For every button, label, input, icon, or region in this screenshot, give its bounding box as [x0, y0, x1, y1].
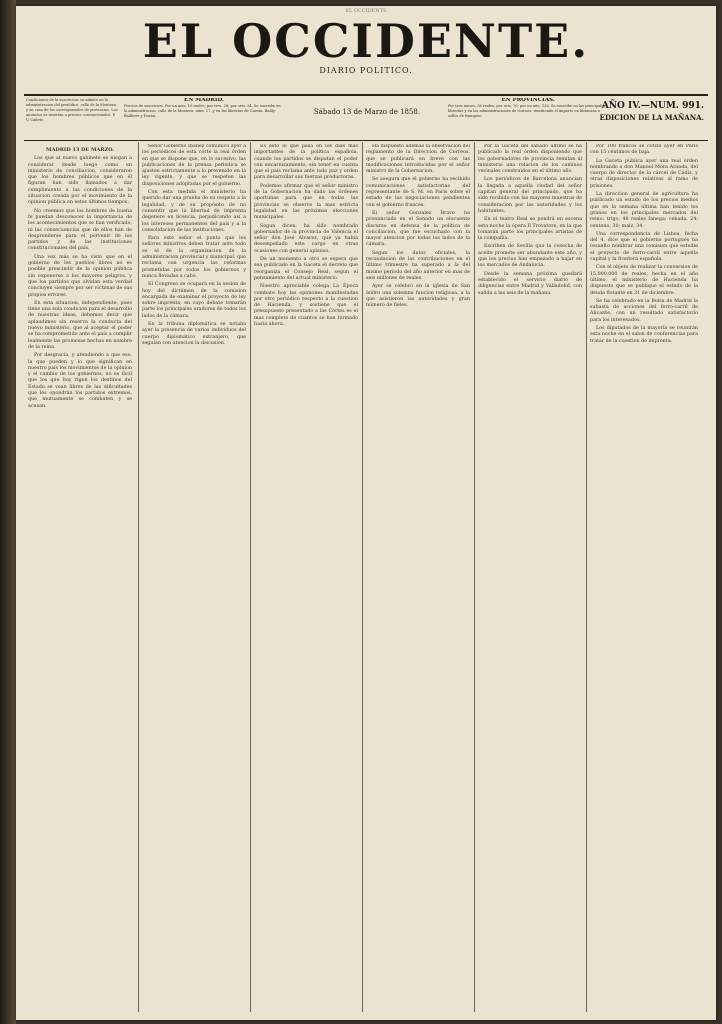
article-column-2 [142, 144, 246, 1012]
article-column-4 [366, 144, 470, 1012]
subscription-note-text: Condiciones de la suscricion: se admite en la administracion del periódico, calle de la Montera, y en casa de los corresponsales de provincias. Los anuncios se insertan a precios convencionales. P. V. Cañete. [26, 98, 118, 122]
article-paragraph: De un momento a otro se espera que sea publicado en la Gaceta el decreto que reorganiza el Consejo Real, segun el pensamiento del actual ministerio. [254, 257, 358, 281]
article-paragraph: Para este señor el punto que los señores ministros deben tratar ante todo es el de la organizacion de la administracion provincial y municipal, que reclama con urgencia las reformas prometidas por todos los gobiernos y nunca llevadas a cabo. [142, 236, 246, 279]
article-paragraph: Por la Gaceta del sábado último se ha publicado la real órden disponiendo que los gobernadores de provincia remitan al ministerio una relacion de los caminos vecinales construidos en el último año. [478, 144, 582, 175]
article-column-3 [254, 144, 358, 1012]
article-paragraph: Escriben de Sevilla que la cosecha de aceite promete ser abundante este año, y que los precios han empezado a bajar en los mercados de Andalucía. [478, 244, 582, 269]
article-paragraph: Nuestro apreciable colega La Época combate hoy las opiniones manifestadas por otro periódico respecto a la cuestion de Hacienda, y sostiene que el presupuesto presentado a las Córtes es el mas completo de cuantos se han formado hasta ahora. [254, 284, 358, 328]
article-paragraph: Se ha celebrado en la Bolsa de Madrid la subasta de acciones del ferro-carril de Alicante, con un resultado satisfactorio para los interesados. [590, 298, 698, 323]
article-paragraph: Desde la semana próxima quedará establecido el servicio diario de diligencias entre Madrid y Valladolid, con salida a las seis de la mañana. [478, 271, 582, 296]
provincias-heading: EN PROVINCIAS. [501, 98, 555, 103]
section-heading: MADRID 13 DE MARZO. [46, 147, 114, 153]
article-column-1 [28, 144, 132, 1012]
newspaper-subtitle: DIARIO POLITICO. [319, 66, 413, 75]
article-paragraph: Segun dicen, ha sido nombrado gobernador de la provincia de Valencia el señor don José Alvarez, que ya habia desempeñado este cargo en otras ocasiones con general aplauso. [254, 223, 358, 254]
madrid-heading: EN MADRID. [184, 98, 224, 103]
article-paragraph: El Congreso se ocupará en la sesion de hoy del dictámen de la comision encargada de examinar el proyecto de ley sobre imprenta, en cuyo debate tomarán parte los principales oradores de todos los lados de la cámara. [142, 282, 246, 319]
article-paragraph: En el teatro Real se pondrá en escena esta noche la ópera Il Trovatore, en la que tomarán parte los principales artistas de la compañía. [478, 217, 582, 242]
article-paragraph: Por 100 francos se cotizó ayer en Paris con 15 céntimos de baja. [590, 144, 698, 156]
top-mark: EL OCCIDENTE [345, 8, 387, 14]
article-paragraph: Con el objeto de realizar la conversion de 15,000,000 de reales, hecha en el año último, el ministerio de Hacienda ha dispuesto que se publique el estado de la deuda flotante en 31 de diciembre. [590, 265, 698, 296]
column-rule [474, 142, 475, 1012]
article-paragraph: Con esta medida el ministerio ha querido dar una prueba de su respeto a la legalidad, y de su propósito de no consentir que la libertad de imprenta degenere en licencia, perjudicando así a los intereses permanentes del país y a la consolidacion de las instituciones. [142, 190, 246, 233]
article-column-6 [590, 144, 698, 1012]
newspaper-title: EL OCCIDENTE. [142, 14, 590, 68]
provincias-block [448, 98, 608, 138]
article-paragraph: Señor Gobierno Ibañez comunicó ayer a los periódicos de esta córte la real órden en que se dispone que, en lo sucesivo, las publicaciones de la prensa periódica se ajusten estrictamente a lo prevenido en la ley vigente, y que se respeten las disposiciones adoptadas por el gobierno. [142, 144, 246, 187]
article-paragraph: Los periódicos de Barcelona anuncian la llegada a aquella ciudad del señor capitan general del principado, que ha sido recibido con las mayores muestras de consideracion por las autoridades y los habitantes. [478, 177, 582, 214]
article-paragraph: No creemos que los hombres de buena fe puedan desconocer la importancia de los acontecimientos que se han verificado, ni las consecuencias que de ellos han de desprenderse para el porvenir de los partidos y de las instituciones constitucionales del país. [28, 208, 132, 252]
masthead-area [16, 6, 716, 94]
column-rule [586, 142, 587, 1012]
issue-edition: EDICION DE LA MAÑANA. [599, 113, 704, 122]
article-paragraph: Segun los datos oficiales, la recaudacion de las contribuciones en el último trimestre ha superado a la del mismo periodo del año anterior en mas de seis millones de reales. [366, 250, 470, 281]
column-rule [250, 142, 251, 1012]
binding-edge [0, 0, 16, 1024]
info-band [24, 94, 708, 141]
article-paragraph: Se asegura que el gobierno ha recibido comunicaciones satisfactorias del representante de S. M. en Paris sobre el estado de las negociaciones pendientes con el gobierno francés. [366, 177, 470, 208]
madrid-text: Precios de suscricion. Por un mes, 10 reales; por tres, 28; por seis, 54. Se suscribe en la administracion, calle de la Montera, núm. 17, y en las librerías de Cuesta, Bailly-Bailliere y Durán. [124, 104, 281, 118]
issue-number: AÑO IV.—NUM. 991. [601, 101, 704, 111]
article-paragraph: Podemos afirmar que el señor ministro de la Gobernacion ha dado las órdenes oportunas para que en todas las provincias se observe la mas estricta legalidad en las próximas elecciones municipales. [254, 183, 358, 221]
article-paragraph: Los diputados de la mayoría se reunirán esta noche en el salon de conferencias para tratar de la cuestion de imprenta. [590, 326, 698, 344]
article-paragraph: El señor Gonzalez Bravo ha pronunciado en el Senado un elocuente discurso en defensa de la política de conciliacion, que fue escuchado con la mayor atencion por todos los lados de la cámara. [366, 210, 470, 248]
subscription-note [26, 98, 118, 138]
provincias-text: Por tres meses, 36 reales; por seis, 70; por un año, 136. Se suscribe en las principales librerías y en las administraciones de correos, remitiendo el importe en libranzas o sellos de franqueo. [448, 104, 606, 118]
article-paragraph: En la tribuna diplomática se notaba ayer la presencia de varios individuos del cuerpo diplomático extranjero, que seguían con atencion la discusion. [142, 322, 246, 346]
madrid-block [124, 98, 284, 138]
article-paragraph: Una correspondencia de Lisboa, fecha del 4, dice que el gobierno portugués ha resuelto nombrar una comision que estudie el proyecto de ferro-carril entre aquella capital y la frontera española. [590, 231, 698, 263]
column-rule [362, 142, 363, 1012]
article-paragraph: Es esto lo que pasa en los dias mas importantes de la política española, cuando los partidos se disputan el poder con encarnizamiento, sin tener en cuenta que el país reclama ante todo paz y orden para desarrollar sus fuerzas productoras. [254, 144, 358, 181]
issue-date: Sábado 13 de Marzo de 1858. [313, 108, 421, 116]
column-rule [138, 142, 139, 1012]
article-paragraph: La Gaceta publica ayer una real órden nombrando a don Manuel Mora Aranda, del cuerpo de director de la cárcel de Cádiz, y otras disposiciones relativas al ramo de prisiones. [590, 158, 698, 189]
article-paragraph: Una vez más se ha visto que en el gobierno de los pueblos libres no es posible prescindir de la opinion pública sin exponerse a los mayores peligros, y que los partidos que olvidan esta verdad concluyen siempre por ser víctimas de sus propios errores. [28, 254, 132, 298]
article-paragraph: Por desgracia, y atendiendo a que eso, la que pueden y lo que significan en nuestro país los movimientos de la opinion y el cambio de los gobiernos, no es fácil que los que hoy rigen los destinos del Estado se vean libres de las dificultades que les opondrán los partidos extremos, que mutuamente se combaten y se acusan. [28, 353, 132, 409]
newspaper-page [16, 6, 716, 1020]
article-paragraph: Los que al nuevo gabinete se niegan a considerar desde luego como un ministerio de conciliacion, consideraron que los hombres públicos que en él figuran han sido llamados a dar cumplimiento a las condiciones de la situacion creada por el movimiento de la opinion pública en estos últimos tiempos. [28, 156, 132, 206]
article-paragraph: Ha dispuesto ademas la observacion del reglamento de la Direccion de Correos, que se publicará en breve con las modificaciones introducidas por el señor ministro de la Gobernacion. [366, 144, 470, 175]
article-paragraph: En esta situacion, independiente, pues tiene una sola condicion para el desarrollo de nuestras ideas, debemos decir que aplaudimos sin reserva la conducta del nuevo ministerio, que al aceptar el poder se ha comprometido ante el país a cumplir lealmente las promesas hechas en nombre de la reina. [28, 300, 132, 350]
article-column-5 [478, 144, 582, 1012]
article-paragraph: La direccion general de agricultura ha publicado un estado de los precios medios que en la semana última han tenido los granos en los principales mercados del reino: trigo, 48 reales fanega; cebada, 24; centeno, 30; maíz, 34. [590, 192, 698, 229]
article-paragraph: Ayer se celebró en la iglesia de San Isidro una solemne funcion religiosa, a la que asistieron las autoridades y gran número de fieles. [366, 284, 470, 309]
